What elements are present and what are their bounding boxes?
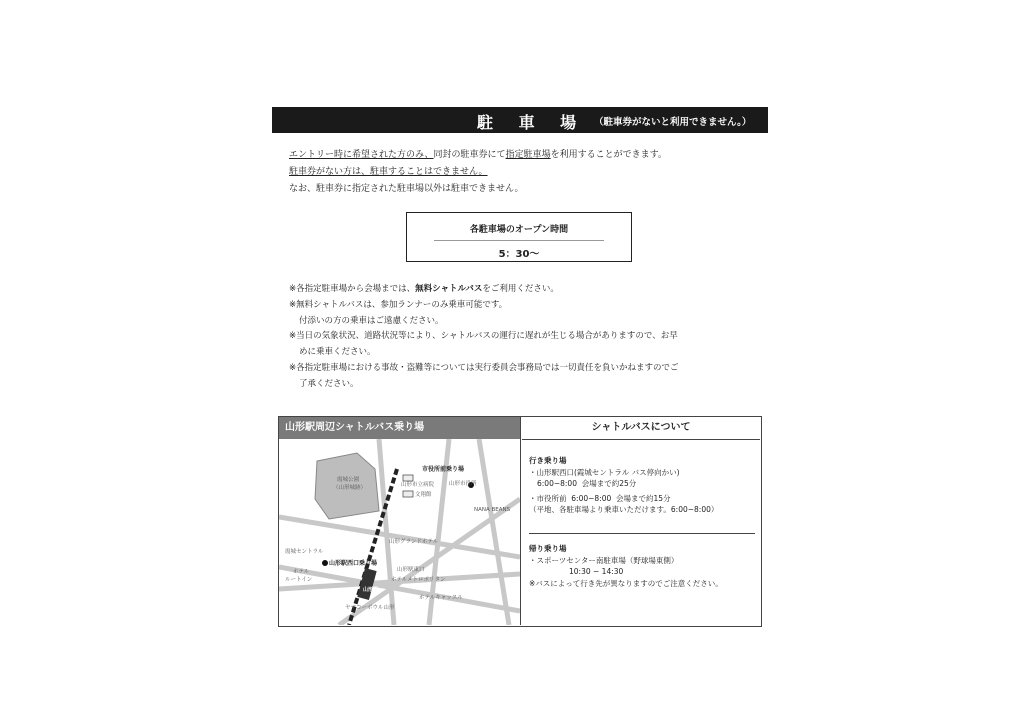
outbound-stop-1: ・山形駅西口(霞城セントラル バス停向かい): [529, 467, 680, 477]
map-label-yamako: ヤマコーボウル山形: [345, 605, 395, 611]
return-section: [529, 543, 723, 589]
map-label-grand-hotel: 山形グランドホテル: [389, 539, 439, 545]
map-label-sign1: 山形市立病院: [401, 482, 435, 488]
shuttle-info-title: シャトルバスについて: [522, 417, 760, 440]
note-1a: ※各指定駐車場から会場までは、: [289, 284, 416, 294]
return-note: ※バスによって行き先が異なりますのでご注意ください。: [529, 578, 723, 588]
note-1b: 無料シャトルバス: [415, 284, 483, 294]
map-label-sign2: 文翔館: [415, 492, 432, 498]
return-label: 帰り乗り場: [529, 544, 567, 553]
station-area-map: [279, 439, 520, 625]
note-6: ※各指定駐車場における事故・盗難等については実行委員会事務局では一切責任を負いかねますのでご: [289, 362, 679, 373]
map-road: [479, 439, 509, 625]
outbound-label: 行き乗り場: [529, 456, 567, 465]
intro-line-1b: 同封の駐車券にて: [433, 150, 506, 160]
intro-line-1d: を利用することができます。: [550, 150, 667, 160]
intro-line-2: 駐車券がない方は、駐車することはできません。: [289, 167, 488, 177]
map-label-hotel: ホテル: [293, 569, 310, 575]
map-sign-1: [403, 475, 413, 481]
map-column: [279, 417, 521, 625]
map-label-hotel-castle: ホテルキャッスル: [419, 595, 463, 601]
outbound-stop-2-time: 6:00−8:00: [571, 493, 612, 503]
note-2: ※無料シャトルバスは、参加ランナーのみ乗車可能です。: [289, 299, 508, 310]
outbound-section: [529, 455, 718, 516]
outbound-stop-1-times: [529, 478, 718, 490]
map-label-west-stop: 山形駅西口乗り場: [329, 560, 378, 567]
header-bar: [272, 107, 768, 133]
note-3: 付添いの方の乗車はご遠慮ください。: [299, 315, 444, 326]
intro-line-3: なお、駐車券に指定された駐車場以外は駐車できません。: [289, 184, 524, 194]
return-stop-1-time: 10:30 − 14:30: [569, 567, 624, 576]
shuttle-panel: [278, 416, 762, 627]
outbound-stop-2: [529, 493, 718, 505]
note-1: [289, 282, 759, 298]
return-stop-1: ・スポーツセンター南駐車場（野球場東側）: [529, 555, 679, 565]
note-1c: をご利用ください。: [482, 284, 559, 294]
map-sign-2: [403, 491, 413, 497]
map-label-route-inn: ルートイン: [285, 577, 313, 583]
info-divider: [529, 533, 755, 534]
map-title: 山形駅周辺シャトルバス乗り場: [279, 417, 520, 439]
shuttle-info-column: [522, 417, 760, 625]
note-7: 了承ください。: [299, 378, 359, 389]
intro-text: [289, 147, 667, 198]
note-5: めに乗車ください。: [299, 347, 376, 358]
map-label-city-stop: 市役所前乗り場: [422, 466, 465, 473]
intro-line-1c: 指定駐車場: [505, 150, 551, 160]
open-time-value: 5：30～: [498, 249, 540, 260]
notes-list: [289, 282, 759, 393]
map-label-castle-sub: （山形城跡）: [333, 485, 367, 491]
west-exit-stop-marker: [322, 560, 328, 566]
page-title: 駐 車 場: [477, 113, 587, 132]
intro-line-1a: エントリー時に希望された方のみ、: [289, 150, 434, 160]
outbound-stop-2-name: ・市役所前: [529, 493, 567, 503]
map-label-castle: 霞城公園: [337, 477, 360, 483]
note-4: ※当日の気象状況、道路状況等により、シャトルバスの運行に遅れが生じる場合がありますので、お早: [289, 331, 678, 342]
map-label-city-hall: 山形市役所: [449, 481, 477, 487]
map-label-metropolitan: ホテルメトロポリタン: [391, 577, 446, 583]
outbound-stop-2-duration: 会場まで約15分: [616, 493, 671, 503]
map-label-kasumi: 霞城セントラル: [285, 549, 324, 555]
map-label-nana: NANA BEANS: [474, 507, 511, 513]
outbound-stop-1-time: 6:00−8:00: [537, 479, 577, 488]
open-time-divider: [434, 240, 604, 241]
map-label-station: 山形駅: [363, 587, 379, 593]
intro-line-1: [289, 147, 667, 164]
outbound-stop-1-duration: 会場まで約25分: [581, 479, 637, 488]
open-time-box: [406, 212, 632, 262]
open-time-title: 各駐車場のオープン時間: [469, 225, 569, 235]
outbound-stop-2-note: （平地、各駐車場より乗車いただけます。6:00−8:00）: [529, 505, 719, 514]
map-label-east: 山形駅東口: [397, 567, 425, 573]
header-note: （駐車券がないと利用できません。）: [594, 117, 752, 128]
